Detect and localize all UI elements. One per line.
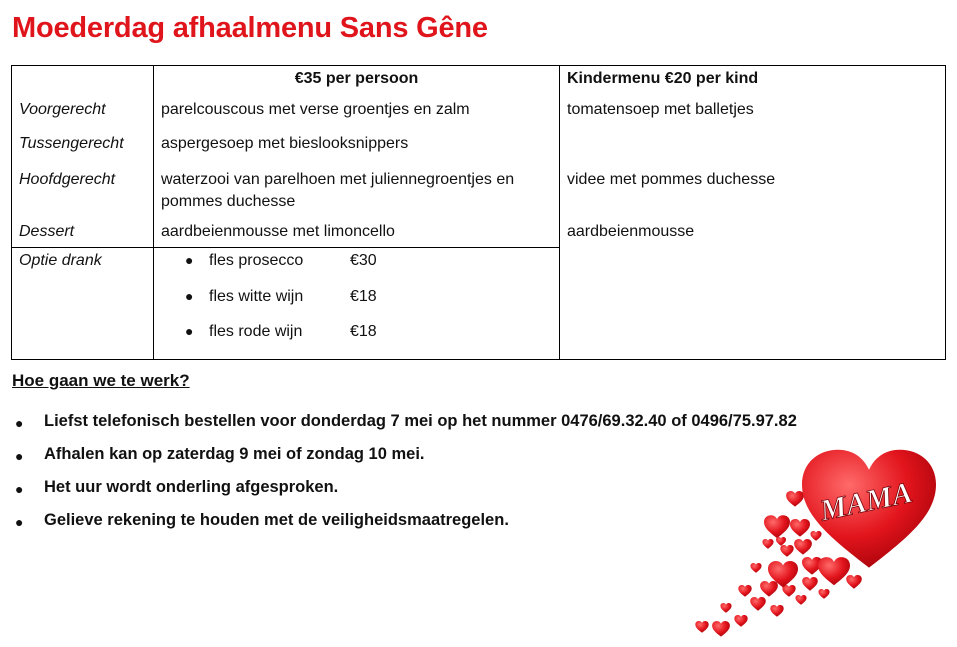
course-name: Voorgerecht (12, 95, 154, 129)
kids-dish: tomatensoep met balletjes (560, 95, 946, 129)
steps-list (12, 412, 797, 544)
menu-table (11, 65, 946, 360)
drink-name: fles witte wijn (209, 287, 304, 305)
list-item (12, 412, 797, 445)
table-row (12, 129, 946, 163)
list-item (12, 478, 797, 511)
step-text: Gelieve rekening te houden met de veiligheidsmaatregelen. (44, 511, 509, 529)
course-name: Dessert (12, 217, 154, 248)
step-text: Het uur wordt onderling afgesproken. (44, 478, 339, 496)
list-item (185, 252, 552, 288)
bullet-icon: ● (185, 252, 194, 268)
drink-name: fles rode wijn (209, 323, 303, 340)
kids-dish (560, 217, 946, 359)
step-text: Liefst telefonisch bestellen voor donderdag 7 mei op het nummer 0476/69.32.40 of 0496/75.97.82 (44, 412, 797, 430)
drinks-list (161, 252, 552, 359)
table-row (12, 217, 946, 248)
kids-dessert: aardbeienmousse (567, 223, 695, 240)
table-row (12, 95, 946, 129)
adult-dish: parelcouscous met verse groentjes en zalm (154, 95, 560, 129)
table-row (12, 163, 946, 217)
drink-name: fles prosecco (209, 252, 304, 269)
adult-dish: waterzooi van parelhoen met juliennegroentjes en pommes duchesse (154, 163, 560, 217)
drink-price: €18 (350, 323, 377, 340)
bullet-icon: ● (15, 514, 24, 530)
kids-dish: videe met pommes duchesse (560, 163, 946, 217)
list-item (12, 445, 797, 478)
list-item (185, 288, 552, 324)
adult-price-header: €35 per persoon (154, 66, 560, 96)
list-item (185, 323, 552, 359)
empty-header-cell (12, 66, 154, 96)
list-item (12, 511, 797, 544)
bullet-icon: ● (15, 481, 24, 497)
bullet-icon: ● (15, 415, 24, 431)
course-name: Tussengerecht (12, 129, 154, 163)
bullet-icon: ● (185, 323, 194, 339)
drink-price: €30 (350, 252, 377, 269)
kids-dish (560, 129, 946, 163)
adult-dish: aspergesoep met bieslooksnippers (154, 129, 560, 163)
bullet-icon: ● (185, 287, 194, 304)
course-name: Hoofdgerecht (12, 163, 154, 217)
mama-text: MAMA (816, 475, 916, 528)
page-title: Moederdag afhaalmenu Sans Gêne (12, 12, 488, 44)
drinks-label: Optie drank (12, 248, 154, 360)
bullet-icon: ● (15, 448, 24, 464)
how-heading: Hoe gaan we te werk? (12, 371, 190, 390)
drink-price: €18 (350, 287, 377, 305)
kids-menu-header: Kindermenu €20 per kind (560, 66, 946, 96)
hearts-illustration (690, 445, 940, 645)
step-text: Afhalen kan op zaterdag 9 mei of zondag 10 mei. (44, 445, 425, 463)
adult-dish: aardbeienmousse met limoncello (154, 217, 560, 248)
drinks-cell (154, 248, 560, 360)
